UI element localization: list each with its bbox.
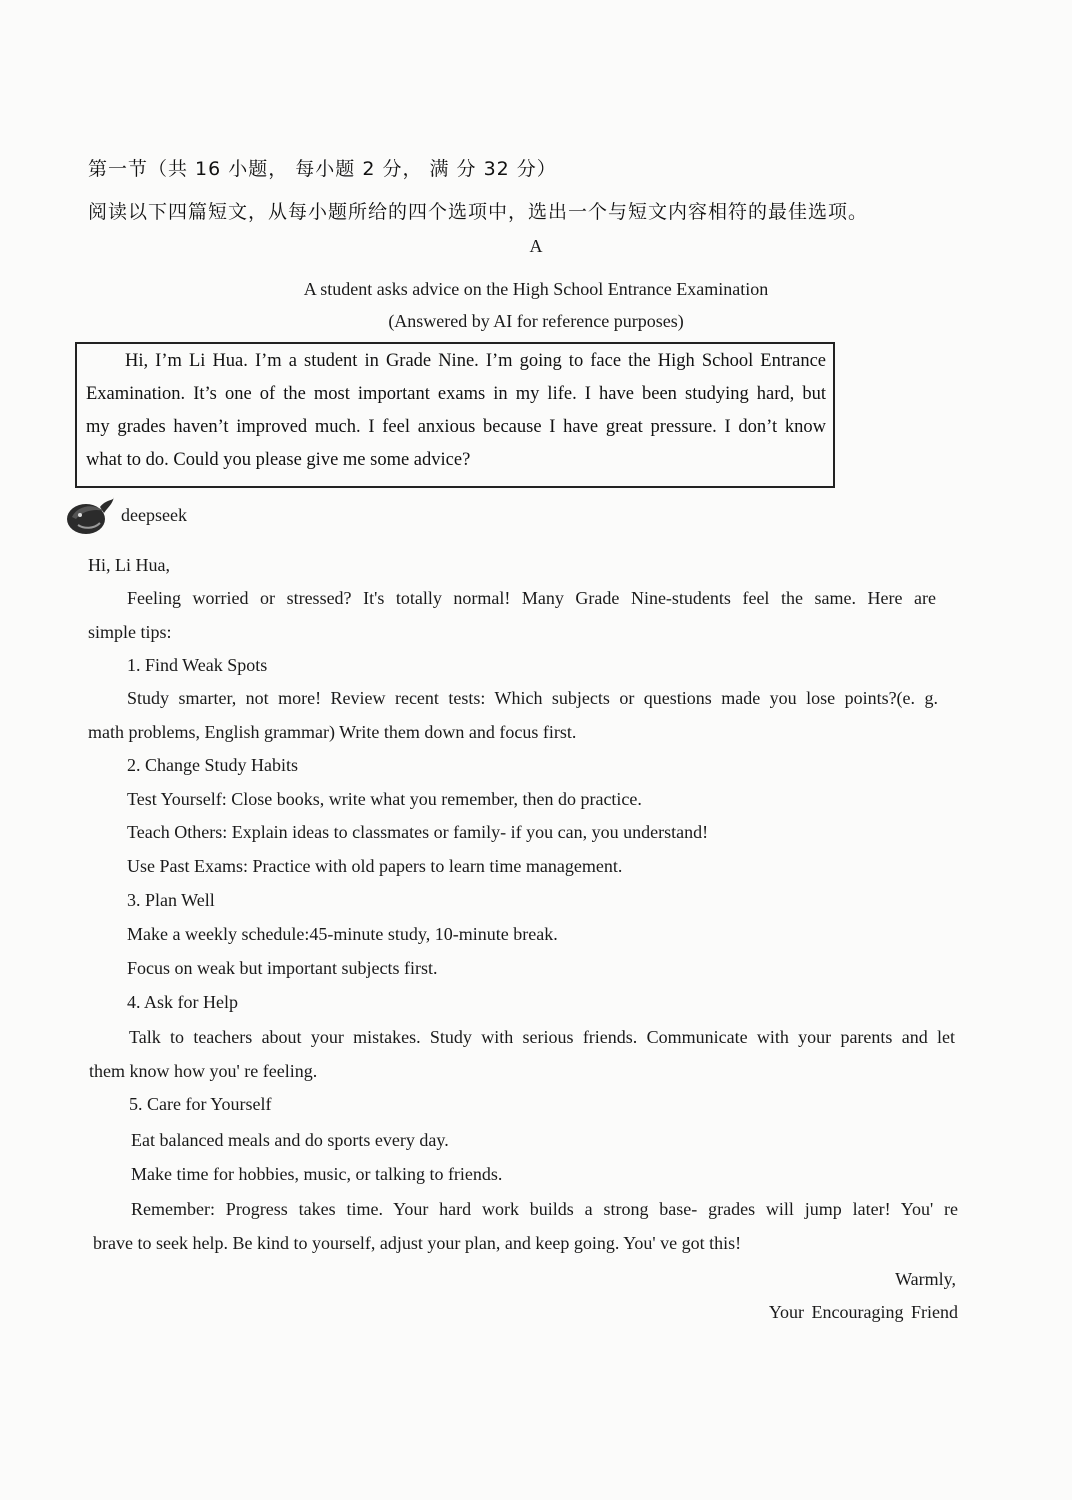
passage-title: A student asks advice on the High School Entrance Examination	[303, 279, 769, 299]
whale-logo-icon	[64, 495, 116, 539]
ai-name: deepseek	[121, 505, 187, 525]
passage-subtitle: (Answered by AI for reference purposes)	[388, 311, 684, 331]
closing-line-2: brave to seek help. Be kind to yourself, adjust your plan, and keep going. You' ve got this!	[93, 1233, 742, 1253]
question-line-1: Hi, I’m Li Hua. I’m a student in Grade Nine. I’m going to face the High School Entrance	[125, 351, 826, 371]
tip-3-line-b: Focus on weak but important subjects first.	[127, 958, 438, 978]
tip-heading-5: 5. Care for Yourself	[129, 1094, 272, 1114]
closing-line-1: Remember: Progress takes time. Your hard work builds a strong base- grades will jump later! You' re	[131, 1199, 958, 1219]
tip-1-line-2: math problems, English grammar) Write them down and focus first.	[88, 722, 577, 742]
tip-2-line-b: Teach Others: Explain ideas to classmates or family- if you can, you understand!	[127, 822, 709, 842]
signoff: Warmly,	[895, 1269, 956, 1289]
tip-2-line-a: Test Yourself: Close books, write what you remember, then do practice.	[127, 789, 642, 809]
question-line-3: my grades haven’t improved much. I feel anxious because I have great pressure. I don’t know	[86, 417, 826, 437]
tip-5-line-b: Make time for hobbies, music, or talking to friends.	[131, 1164, 503, 1184]
question-line-2: Examination. It’s one of the most important exams in my life. I have been studying hard, but	[86, 384, 826, 404]
reply-greeting: Hi, Li Hua,	[88, 555, 170, 575]
tip-heading-3: 3. Plan Well	[127, 890, 215, 910]
instruction-text: 阅读以下四篇短文，从每小题所给的四个选项中，选出一个与短文内容相符的最佳选项。	[88, 201, 869, 223]
reply-intro-line-1: Feeling worried or stressed? It's totally normal! Many Grade Nine-students feel the same. Here are	[127, 588, 936, 608]
tip-1-line-1: Study smarter, not more! Review recent tests: Which subjects or questions made you lose points?(e. g.	[127, 688, 938, 708]
tip-4-line-2: them know how you' re feeling.	[89, 1061, 318, 1081]
tip-heading-4: 4. Ask for Help	[127, 992, 238, 1012]
tip-2-line-c: Use Past Exams: Practice with old papers to learn time management.	[127, 856, 623, 876]
tip-3-line-a: Make a weekly schedule:45-minute study, 10-minute break.	[127, 924, 558, 944]
tip-heading-1: 1. Find Weak Spots	[127, 655, 268, 675]
question-line-4: what to do. Could you please give me some advice?	[86, 450, 471, 470]
reply-intro-line-2: simple tips:	[88, 622, 172, 642]
signature: Your Encouraging Friend	[768, 1302, 958, 1322]
tip-4-line-1: Talk to teachers about your mistakes. Study with serious friends. Communicate with your parents and let	[129, 1027, 955, 1047]
passage-label: A	[529, 236, 543, 256]
tip-5-line-a: Eat balanced meals and do sports every day.	[131, 1130, 449, 1150]
tip-heading-2: 2. Change Study Habits	[127, 755, 298, 775]
section-title: 第一节（共 16 小题， 每小题 2 分， 满 分 32 分）	[88, 158, 557, 180]
